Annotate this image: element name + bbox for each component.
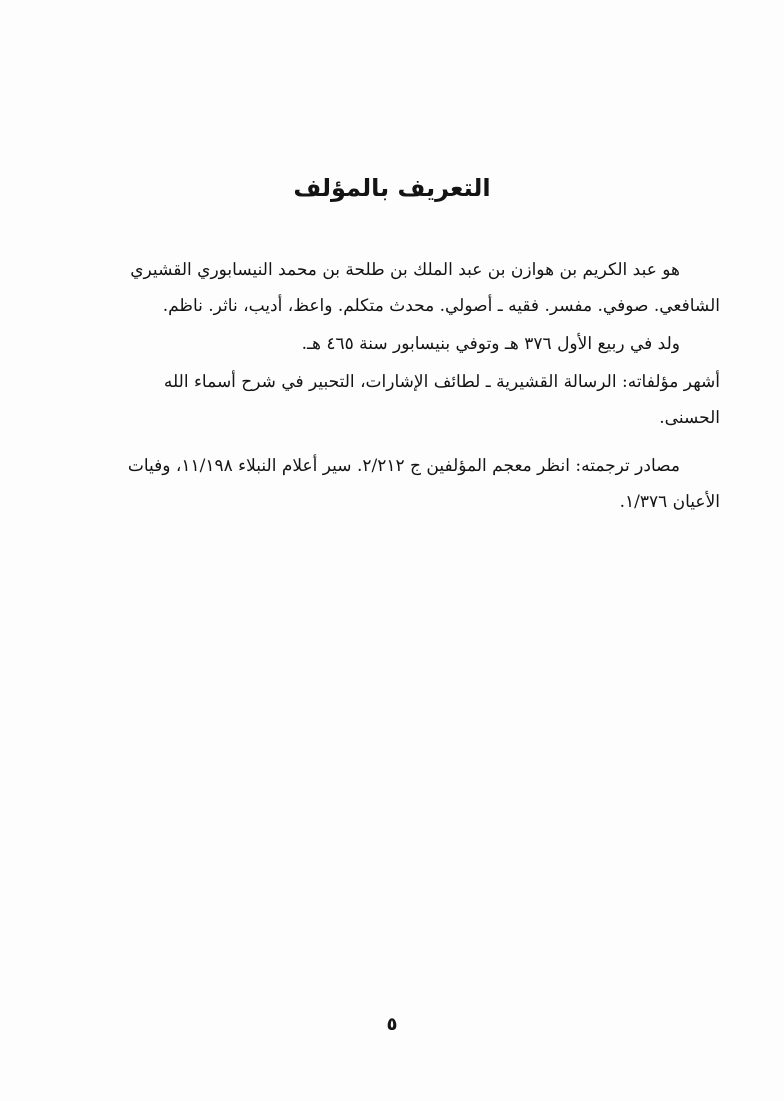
author-bio-paragraph: هو عبد الكريم بن هوازن بن عبد الملك بن طلحة بن محمد النيسابوري القشيري الشافعي. صوفي. مفسر. فقيه ـ أصولي. محدث متكلم. واعظ، أديب، ناثر. ناظم. bbox=[130, 260, 720, 316]
sources-paragraph: مصادر ترجمته: انظر معجم المؤلفين ج ٢/٢١٢. سير أعلام النبلاء ١١/١٩٨، وفيات الأعيان ١/٣٧٦. bbox=[127, 456, 720, 512]
page-number: ٥ bbox=[386, 1014, 398, 1035]
works-paragraph: أشهر مؤلفاته: الرسالة القشيرية ـ لطائف الإشارات، التحبير في شرح أسماء الله الحسنى. bbox=[163, 372, 720, 428]
page-title: التعريف بالمؤلف bbox=[293, 174, 491, 202]
birth-death-paragraph: ولد في ربيع الأول ٣٧٦ هـ وتوفي بنيسابور سنة ٤٦٥ هـ. bbox=[301, 334, 680, 354]
